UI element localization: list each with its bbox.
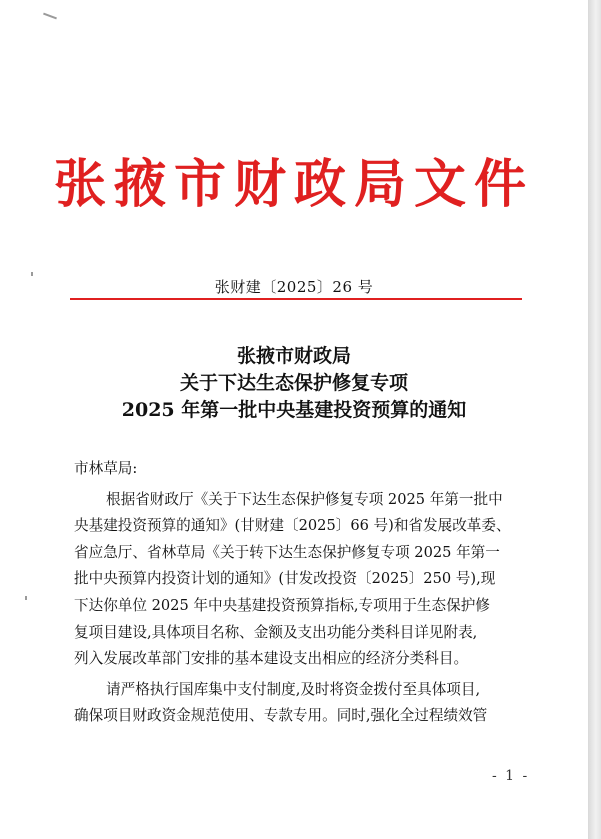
body-line: 批中央预算内投资计划的通知》(甘发改投资〔2025〕250 号),现 (74, 570, 496, 588)
scan-mark (43, 13, 57, 20)
body-line: 复项目建设,具体项目名称、金额及支出功能分类科目详见附表, (74, 623, 478, 641)
title-line: 张掖市财政局 (236, 345, 351, 367)
body-line: 列入发展改革部门安排的基本建设支出相应的经济分类科目。 (74, 650, 469, 668)
body-line: 央基建投资预算的通知》(甘财建〔2025〕66 号)和省发展改革委、 (74, 517, 511, 535)
page-edge (588, 0, 601, 839)
document-header: 张掖市财政局文件 (53, 154, 534, 215)
body-line: 确保项目财政资金规范使用、专款专用。同时,强化全过程绩效管 (74, 707, 488, 725)
document-number: 张财建〔2025〕26 号 (214, 278, 374, 296)
body-line: 根据省财政厅《关于下达生态保护修复专项 2025 年第一批中 (106, 490, 503, 508)
document-body (74, 456, 516, 730)
body-line: 省应急厅、省林草局《关于转下达生态保护修复专项 2025 年第一 (74, 543, 500, 561)
page-number: - 1 - (492, 768, 530, 784)
title-line: 2025 年第一批中央基建投资预算的通知 (121, 399, 467, 421)
title-line: 关于下达生态保护修复专项 (179, 372, 408, 394)
header-separator-line (70, 298, 522, 300)
document-title (0, 343, 588, 424)
scan-mark (25, 596, 27, 600)
addressee: 市林草局: (74, 460, 138, 477)
body-line: 请严格执行国库集中支付制度,及时将资金拨付至具体项目, (106, 680, 481, 698)
body-line: 下达你单位 2025 年中央基建投资预算指标,专项用于生态保护修 (74, 596, 490, 614)
